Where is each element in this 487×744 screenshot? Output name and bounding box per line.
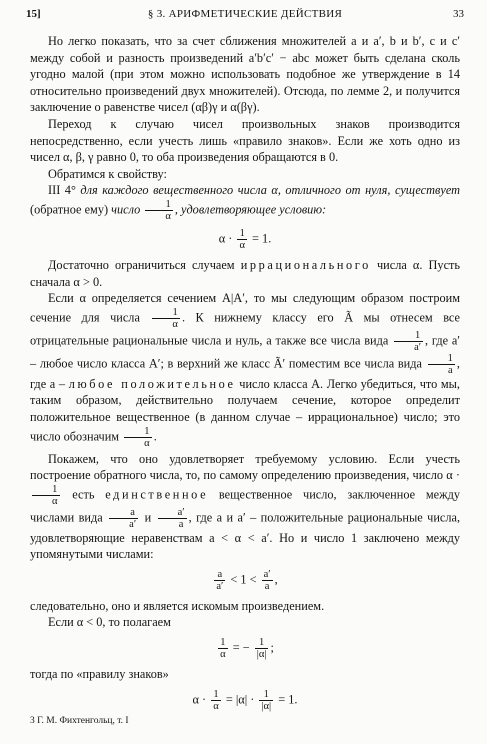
section-number: 15] (26, 8, 41, 20)
page-number: 33 (453, 8, 464, 20)
paragraph-8: Если α < 0, то полагаем (48, 615, 171, 630)
page-body (30, 33, 460, 718)
equation-2: $\frac{a}{a'}$ < 1 < $\frac{a'}{a}$ , (216, 568, 278, 592)
paragraph-2: Переход к случаю чисел произвольных знаков производится непосредственно, если учесть лишь «правило знаков». Если же хоть одно из чисел α, β, γ равно 0, то оба произведения обращаются в 0. (30, 116, 460, 165)
equation-4: α · $\frac{1}{\alpha}$ = |α| · $\frac{1}{|\alpha|}$ = 1. (192, 688, 298, 712)
chapter-title: § 3. АРИФМЕТИЧЕСКИЕ ДЕЙСТВИЯ (147, 8, 343, 20)
footer-signature: 3 Г. М. Фихтенгольц, т. I (30, 716, 129, 726)
paragraph-7: следовательно, оно и является искомым произведением. (30, 598, 325, 613)
paragraph-4: Достаточно ограничиться случаем иррационального числа α. Пусть сначала α > 0. (30, 257, 461, 289)
running-header (26, 8, 464, 24)
paragraph-9: тогда по «правилу знаков» (30, 667, 169, 682)
equation-3: $\frac{1}{\alpha}$ = − $\frac{1}{|\alpha|}$ ; (220, 637, 274, 661)
theorem-text-4: , удовлетворяющее условию: (174, 202, 327, 217)
fraction-one-over-alpha: $\frac{1}{\alpha}$ (145, 199, 173, 222)
equation-1: α · $\frac{1}{\alpha}$ = 1. (218, 227, 272, 251)
paragraph-6: Покажем, что оно удовлетворяет требуемому условию. Если учесть построение обратного числа, то, по самому определению произведения, число α · $\frac{1}{\alpha}$ есть единственное вещественное число, заключенное между числами вида $\frac{a}{a'}$ и $\frac{a'}{a}$ , где a и a′ – положительные рациональные числа, удовлетворяющие неравенствам a < α < a′. Но и число 1 заключено между упомянутыми числами: (30, 451, 461, 562)
theorem-text-1: для каждого вещественного числа α, отличного от нуля, существует (80, 183, 460, 198)
theorem-number: III 4° (48, 183, 76, 198)
theorem-statement (30, 182, 460, 222)
theorem-text-3: число (111, 202, 141, 217)
paragraph-1: Но легко показать, что за счет сближения множителей a и a′, b и b′, c и c′ между собой и разность произведений a′b′c′ − abc может быть сделана сколь угодно малой (при этом можно использовать подобное же утверждение в 14 относительно произведений двух множителей). Отсюда, по лемме 2, и получится заключение о равенстве чисел (αβ)γ и α(βγ). (30, 34, 460, 115)
paragraph-5: Если α определяется сечением A|A′, то мы следующим образом построим сечение для числа $\frac{1}{\alpha}$ . К нижнему классу его Ã мы отнесем все отрицательные рациональные числа и нуль, а также все числа вида $\frac{1}{a'}$ , где a′ – любое число класса A′; в верхний же класс Ã′ поместим все числа вида $\frac{1}{a}$ , где a – любое положительное число класса A. Легко убедиться, что мы, таким образом, действительно получаем сечение, которое определит положительное вещественное (в данном случае – иррациональное) число; это число обозначим $\frac{1}{\alpha}$ . (30, 291, 461, 449)
paragraph-3: Обратимся к свойству: (48, 166, 167, 181)
theorem-text-2: (обратное ему) (30, 202, 109, 217)
